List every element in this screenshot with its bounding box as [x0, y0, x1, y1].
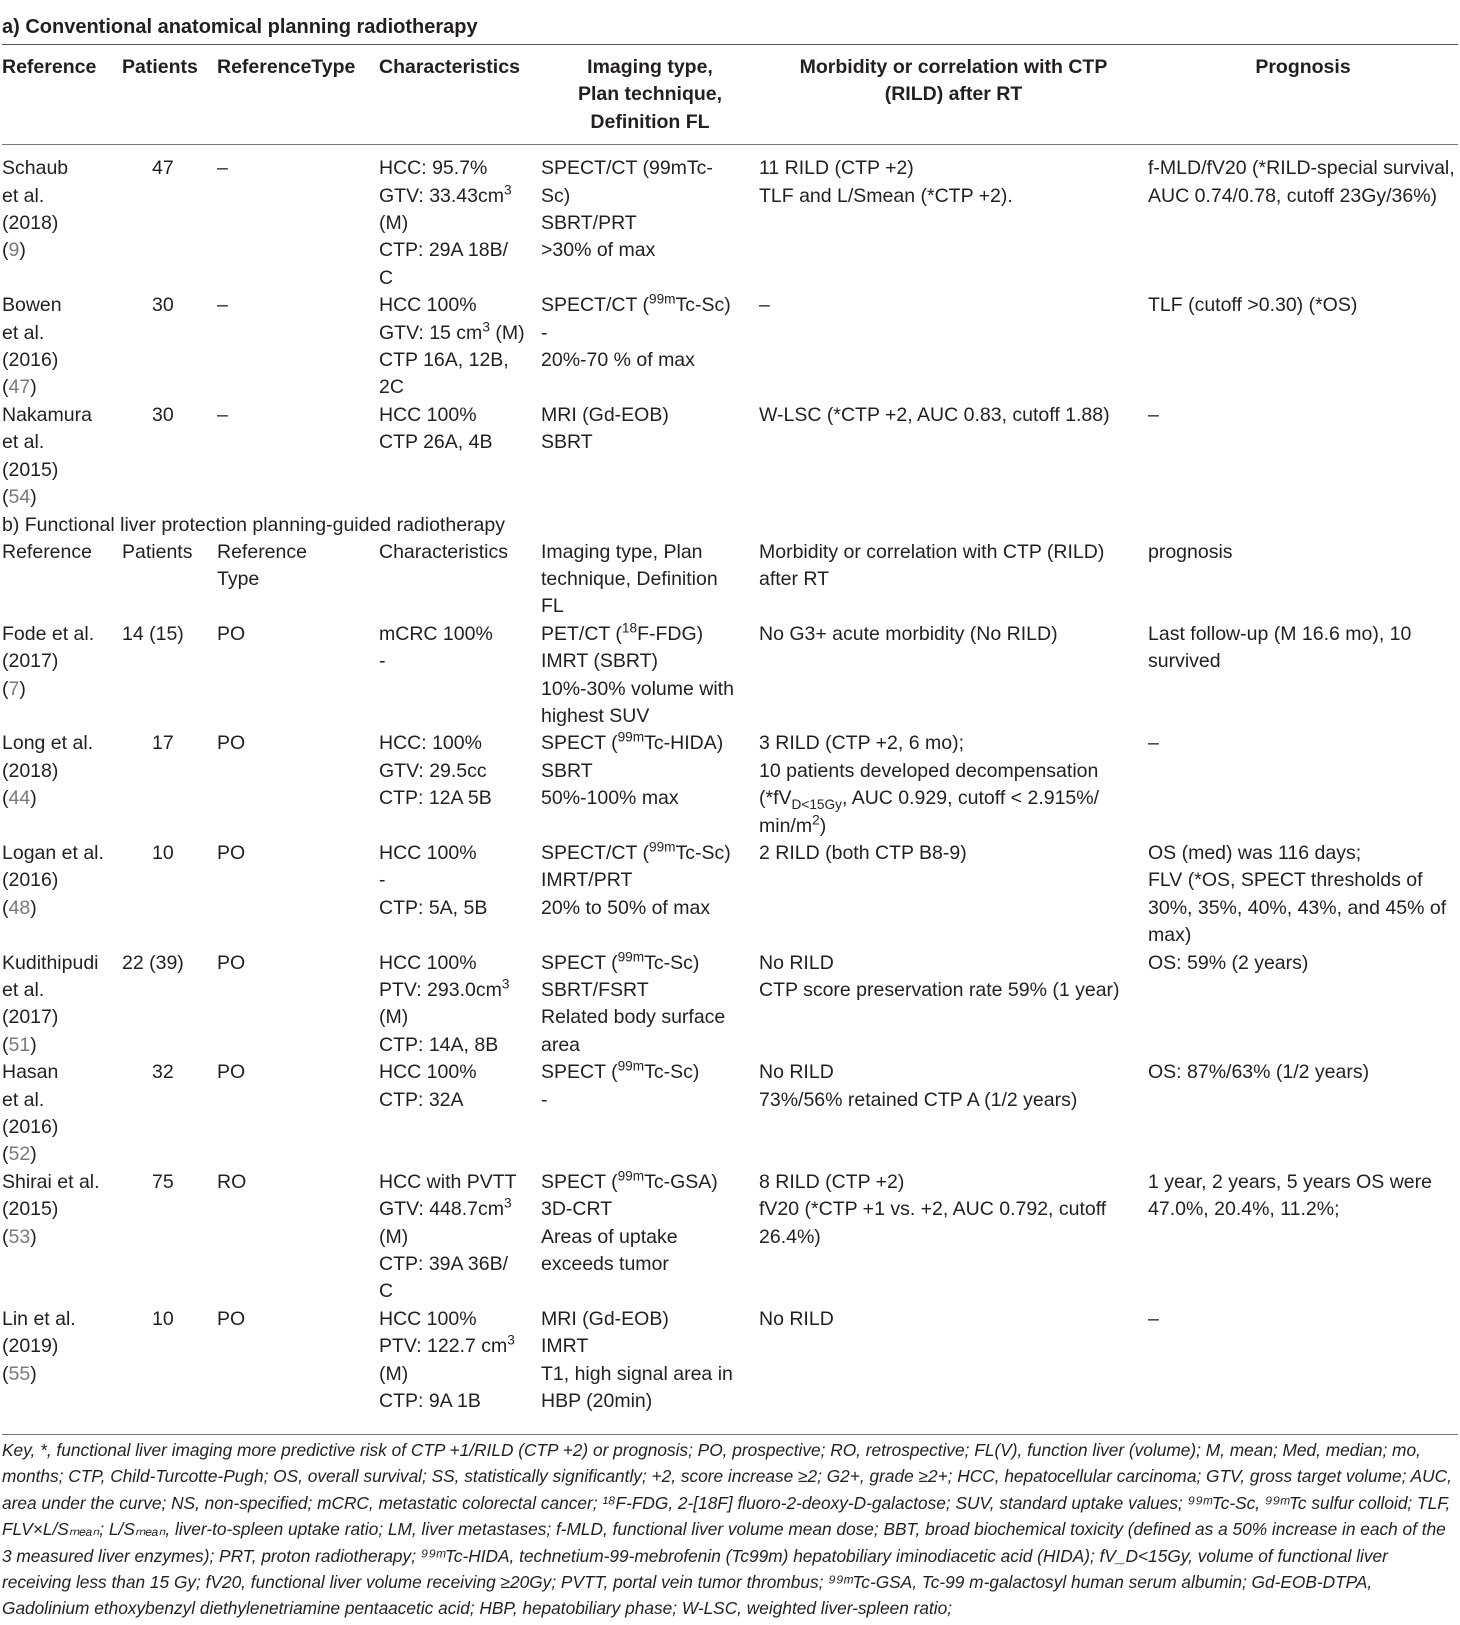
- prognosis-cell: TLF (cutoff >0.30) (*OS): [1148, 294, 1358, 317]
- header-line: technique, Definition: [541, 567, 718, 590]
- char-line: [379, 1333, 541, 1360]
- char-line: CTP: 14A, 8B: [379, 1033, 499, 1056]
- type-cell: –: [217, 403, 228, 426]
- prognosis-cell: OS: 87%/63% (1/2 years): [1148, 1061, 1370, 1084]
- header-imaging-line: Imaging type,: [587, 56, 713, 78]
- imaging-line: IMRT (SBRT): [541, 650, 659, 673]
- citation-link[interactable]: 48: [8, 896, 31, 919]
- char-line: HCC with PVTT: [379, 1170, 517, 1193]
- superscript: 99m: [648, 839, 676, 855]
- characteristics-cell: [379, 840, 541, 950]
- prognosis-line: 30%, 35%, 40%, 43%, and 45% of: [1148, 896, 1447, 919]
- char-line: (M): [379, 1006, 409, 1029]
- superscript: 3: [501, 976, 510, 992]
- char-line: HCC 100%: [379, 841, 477, 864]
- reference-line: et al.: [2, 979, 45, 1001]
- section-a-title: a) Conventional anatomical planning radiotherapy: [2, 16, 478, 38]
- patients-cell: 75: [152, 1170, 174, 1193]
- reference-cell: [2, 1306, 122, 1416]
- superscript: 99m: [617, 729, 645, 745]
- imaging-cell: [541, 621, 759, 731]
- header-characteristics: Characteristics: [379, 56, 520, 78]
- header-line: Morbidity or correlation with CTP (RILD): [759, 540, 1105, 563]
- morbidity-cell: W-LSC (*CTP +2, AUC 0.83, cutoff 1.88): [759, 403, 1110, 426]
- reference-line: et al.: [2, 431, 45, 454]
- imaging-line: IMRT: [541, 1335, 589, 1358]
- prognosis-cell: –: [1148, 1307, 1159, 1330]
- prognosis-line: AUC 0.74/0.78, cutoff 23Gy/36%): [1148, 184, 1438, 207]
- imaging-text: PET/CT (: [541, 622, 622, 645]
- citation-link[interactable]: 44: [8, 787, 31, 810]
- imaging-text: Tc-Sc): [675, 294, 731, 317]
- imaging-line: MRI (Gd-EOB): [541, 403, 669, 426]
- imaging-cell: [541, 1059, 759, 1169]
- reference-cell: [2, 1059, 122, 1169]
- morbidity-text: , AUC 0.929, cutoff < 2.915%/: [841, 787, 1100, 810]
- reference-line: (2018): [2, 212, 59, 235]
- header-morbidity: [759, 45, 1148, 144]
- type-cell: PO: [217, 1307, 246, 1330]
- prognosis-cell: [1148, 840, 1458, 950]
- imaging-cell: [541, 1306, 759, 1416]
- superscript: 3: [482, 319, 490, 335]
- char-line: CTP 26A, 4B: [379, 431, 493, 454]
- reference-line: Logan et al.: [2, 841, 104, 864]
- type-cell: –: [217, 157, 228, 180]
- morbidity-line: [759, 785, 1148, 812]
- char-line: [379, 183, 541, 210]
- citation[interactable]: (55): [2, 1362, 37, 1385]
- header-line: Imaging type, Plan: [541, 540, 703, 563]
- prognosis-cell: OS: 59% (2 years): [1148, 951, 1309, 974]
- imaging-text: SPECT/CT (: [541, 294, 649, 317]
- morbidity-line: 3 RILD (CTP +2, 6 mo);: [759, 732, 964, 755]
- imaging-line: T1, high signal area in: [541, 1362, 733, 1385]
- subscript: D<15Gy: [791, 797, 842, 813]
- patients-cell: 10: [152, 841, 174, 864]
- citation[interactable]: (52): [2, 1143, 37, 1166]
- imaging-line: 10%-30% volume with: [541, 677, 734, 700]
- type-cell: RO: [217, 1170, 247, 1193]
- characteristics-cell: [379, 402, 541, 512]
- superscript: 99m: [648, 291, 676, 307]
- char-line: HCC 100%: [379, 951, 477, 974]
- header-reference: Reference: [2, 56, 97, 78]
- reference-cell: [2, 840, 122, 950]
- imaging-line: SBRT/PRT: [541, 212, 637, 235]
- header-patients: Patients: [122, 56, 198, 78]
- char-text: PTV: 293.0cm: [379, 979, 502, 1001]
- morbidity-line: TLF and L/Smean (*CTP +2).: [759, 184, 1013, 207]
- prognosis-cell: [1148, 621, 1458, 731]
- morbidity-line: 73%/56% retained CTP A (1/2 years): [759, 1088, 1078, 1111]
- citation[interactable]: (51): [2, 1033, 37, 1056]
- superscript: 99m: [617, 949, 645, 965]
- reference-line: (2018): [2, 759, 59, 782]
- char-line: [379, 320, 541, 347]
- prognosis-line: Last follow-up (M 16.6 mo), 10: [1148, 622, 1412, 645]
- characteristics-cell: [379, 950, 541, 1060]
- reference-cell: [2, 1169, 122, 1306]
- table-row: [2, 1169, 1458, 1306]
- imaging-cell: [541, 1169, 759, 1306]
- footnote-rule: [2, 1434, 1458, 1435]
- prognosis-line: OS (med) was 116 days;: [1148, 841, 1362, 864]
- type-cell: PO: [217, 951, 246, 974]
- char-line: CTP: 5A, 5B: [379, 896, 488, 919]
- citation-link[interactable]: 7: [8, 677, 20, 700]
- patients-cell: 47: [152, 157, 174, 180]
- imaging-text: SPECT (: [541, 1061, 618, 1084]
- char-line: CTP: 29A 18B/: [379, 239, 508, 262]
- citation[interactable]: (47): [2, 376, 37, 399]
- imaging-line: -: [541, 321, 548, 344]
- char-line: CTP: 39A 36B/: [379, 1253, 508, 1276]
- char-line: CTP 16A, 12B,: [379, 349, 509, 372]
- table-row: [2, 730, 1458, 840]
- imaging-line: 50%-100% max: [541, 787, 679, 810]
- char-line: CTP: 32A: [379, 1088, 464, 1111]
- imaging-line: HBP (20min): [541, 1390, 653, 1413]
- imaging-cell: [541, 292, 759, 402]
- imaging-line: [541, 621, 759, 648]
- patients-cell: 10: [152, 1307, 174, 1330]
- morbidity-cell: [759, 730, 1148, 840]
- imaging-cell: [541, 950, 759, 1060]
- imaging-line: [541, 730, 759, 757]
- citation-link[interactable]: 51: [8, 1033, 31, 1056]
- imaging-line: >30% of max: [541, 239, 656, 262]
- char-line: CTP: 12A 5B: [379, 787, 492, 810]
- table-row: [2, 621, 1458, 731]
- header-line: FL: [541, 595, 564, 618]
- imaging-line: highest SUV: [541, 704, 650, 727]
- citation-link[interactable]: 55: [8, 1362, 31, 1385]
- imaging-text: SPECT (: [541, 951, 618, 974]
- morbidity-cell: [759, 950, 1148, 1060]
- char-line: mCRC 100%: [379, 622, 493, 645]
- citation-link[interactable]: 54: [8, 486, 31, 509]
- header-line: Type: [217, 567, 260, 590]
- char-line: HCC: 95.7%: [379, 157, 488, 180]
- imaging-text: SPECT (: [541, 1170, 618, 1193]
- char-line: C: [379, 1280, 394, 1303]
- imaging-line: SBRT: [541, 759, 593, 782]
- citation[interactable]: (53): [2, 1225, 37, 1248]
- char-line: -: [379, 650, 386, 673]
- morbidity-cell: No RILD: [759, 1307, 834, 1330]
- morbidity-line: 10 patients developed decompensation: [759, 759, 1099, 782]
- imaging-line: Related body surface: [541, 1006, 726, 1029]
- reference-line: Kudithipudi: [2, 951, 99, 974]
- characteristics-cell: [379, 155, 541, 292]
- morbidity-cell: [759, 155, 1148, 292]
- char-line: (M): [379, 212, 409, 235]
- imaging-text: Tc-GSA): [644, 1170, 718, 1193]
- section-b-title: b) Functional liver protection planning-guided radiotherapy: [2, 513, 505, 536]
- section-b-table: [2, 539, 1458, 1416]
- morbidity-text: ): [819, 814, 827, 837]
- reference-line: (2019): [2, 1335, 59, 1358]
- char-line: HCC 100%: [379, 1061, 477, 1084]
- header-reference: Reference: [2, 540, 92, 563]
- header-morbidity-line: Morbidity or correlation with CTP: [799, 56, 1108, 78]
- imaging-text: SPECT/CT (: [541, 841, 649, 864]
- reference-line: et al.: [2, 1088, 45, 1111]
- char-line: (M): [379, 1225, 409, 1248]
- imaging-line: area: [541, 1033, 581, 1056]
- imaging-line: IMRT/PRT: [541, 869, 633, 892]
- type-cell: PO: [217, 732, 246, 755]
- morbidity-text: (*fV: [759, 787, 792, 810]
- patients-cell: 30: [152, 403, 174, 426]
- reference-line: (2017): [2, 1006, 59, 1029]
- type-cell: –: [217, 294, 228, 317]
- patients-cell: 32: [152, 1061, 174, 1084]
- imaging-line: 3D-CRT: [541, 1198, 613, 1221]
- citation-link[interactable]: 53: [8, 1225, 31, 1248]
- prognosis-line: survived: [1148, 650, 1221, 673]
- imaging-text: Tc-Sc): [675, 841, 731, 864]
- reference-line: Hasan: [2, 1061, 59, 1084]
- prognosis-line: FLV (*OS, SPECT thresholds of: [1148, 869, 1423, 892]
- imaging-line: Sc): [541, 184, 571, 207]
- morbidity-line: fV20 (*CTP +1 vs. +2, AUC 0.792, cutoff: [759, 1198, 1107, 1221]
- char-text: GTV: 33.43cm: [379, 184, 504, 207]
- morbidity-line: 11 RILD (CTP +2): [759, 157, 914, 180]
- imaging-line: 20%-70 % of max: [541, 349, 695, 372]
- superscript: 99m: [617, 1058, 645, 1074]
- morbidity-cell: –: [759, 294, 770, 317]
- char-text: GTV: 15 cm: [379, 321, 483, 344]
- citation-link[interactable]: 52: [8, 1143, 31, 1166]
- imaging-line: SBRT/FSRT: [541, 979, 649, 1001]
- imaging-line: exceeds tumor: [541, 1253, 669, 1276]
- reference-cell: [2, 621, 122, 731]
- section-b-header-row: [2, 539, 1458, 621]
- superscript: 3: [504, 1195, 512, 1211]
- characteristics-cell: [379, 1059, 541, 1169]
- patients-cell: 14 (15): [122, 622, 184, 645]
- imaging-line: [541, 1059, 759, 1086]
- table-row: [2, 1306, 1458, 1416]
- morbidity-cell: [759, 1169, 1148, 1306]
- prognosis-cell: –: [1148, 403, 1159, 426]
- imaging-cell: [541, 155, 759, 292]
- reference-cell: [2, 730, 122, 840]
- reference-cell: [2, 292, 122, 402]
- table-row: [2, 840, 1458, 950]
- superscript: 2: [812, 812, 820, 828]
- morbidity-line: No RILD: [759, 1061, 834, 1084]
- header-morbidity: [759, 539, 1148, 621]
- table-row: [2, 402, 1458, 512]
- type-cell: PO: [217, 1061, 246, 1084]
- reference-line: et al.: [2, 184, 45, 207]
- morbidity-cell: 2 RILD (both CTP B8-9): [759, 841, 967, 864]
- imaging-text: Tc-HIDA): [644, 732, 724, 755]
- patients-cell: 30: [152, 294, 174, 317]
- citation-link[interactable]: 47: [8, 376, 31, 399]
- reference-line: (2016): [2, 869, 59, 892]
- citation[interactable]: (48): [2, 896, 37, 919]
- characteristics-cell: [379, 1306, 541, 1416]
- char-line: CTP: 9A 1B: [379, 1390, 481, 1413]
- imaging-line: 20% to 50% of max: [541, 896, 711, 919]
- header-line: after RT: [759, 567, 830, 590]
- section-a-body: [2, 155, 1458, 511]
- footnote: Key, *, functional liver imaging more predictive risk of CTP +1/RILD (CTP +2) or prognosis; PO, prospective; RO, retrospective; FL(V), function liver (volume); M, mean; Med, median; mo, months; CTP, Child-Turcotte-Pugh; OS, overall survival; SS, statistically significantly; +2, score increase ≥2; G2+, grade ≥2+; HCC, hepatocellular carcinoma; GTV, gross target volume; AUC, area under the curve; NS, non-specified; mCRC, metastatic colorectal cancer; ¹⁸F-FDG, 2-[18F] fluoro-2-deoxy-D-galactose; SUV, standard uptake values; ⁹⁹ᵐTc-Sc, ⁹⁹ᵐTc sulfur colloid; TLF, FLV×L/Sₘₑₐₙ; L/Sₘₑₐₙ, liver-to-spleen uptake ratio; LM, liver metastases; f-MLD, functional liver volume mean dose; BBT, broad biochemical toxicity (defined as a 50% increase in each of the 3 measured liver enzymes); PRT, proton radiotherapy; ⁹⁹ᵐTc-HIDA, technetium-99-mebrofenin (Tc99m) hepatobiliary iminodiacetic acid (HIDA); fV_D<15Gy, volume of functional liver receiving less than 15 Gy; fV20, functional liver volume receiving ≥20Gy; PVTT, portal vein tumor thrombus; ⁹⁹ᵐTc-GSA, Tc-99 m-galactosyl human serum albumin; Gd-EOB-DTPA, Gadolinium ethoxybenzyl diethylenetriamine pentaacetic acid; HBP, hepatobiliary phase; W-LSC, weighted liver-spleen ratio;: [2, 1440, 1452, 1619]
- morbidity-line: CTP score preservation rate 59% (1 year): [759, 979, 1120, 1001]
- header-patients: Patients: [122, 540, 193, 563]
- char-text: GTV: 448.7cm: [379, 1198, 504, 1221]
- header-reference-type: ReferenceType: [217, 56, 356, 78]
- characteristics-cell: [379, 730, 541, 840]
- morbidity-line: [759, 813, 1148, 840]
- header-characteristics: Characteristics: [379, 540, 508, 563]
- header-imaging: [541, 45, 759, 144]
- reference-line: (2016): [2, 349, 59, 372]
- header-imaging: [541, 539, 759, 621]
- citation[interactable]: (9): [2, 239, 26, 262]
- prognosis-line: max): [1148, 924, 1192, 947]
- characteristics-cell: [379, 621, 541, 731]
- char-line: -: [379, 869, 386, 892]
- reference-line: Shirai et al.: [2, 1170, 100, 1193]
- header-reference-type: [217, 539, 379, 621]
- section-a-header-row: [2, 45, 1458, 144]
- superscript: 99m: [617, 1168, 645, 1184]
- table-row: [2, 155, 1458, 292]
- imaging-cell: [541, 730, 759, 840]
- patients-cell: 22 (39): [122, 951, 184, 974]
- type-cell: PO: [217, 841, 246, 864]
- table-row: [2, 1059, 1458, 1169]
- char-line: HCC 100%: [379, 403, 477, 426]
- reference-cell: [2, 402, 122, 512]
- characteristics-cell: [379, 1169, 541, 1306]
- char-line: HCC 100%: [379, 1307, 477, 1330]
- morbidity-text: min/m: [759, 814, 813, 837]
- citation[interactable]: (7): [2, 677, 26, 700]
- reference-line: (2017): [2, 650, 59, 673]
- char-text: PTV: 122.7 cm: [379, 1335, 508, 1358]
- prognosis-line: 1 year, 2 years, 5 years OS were: [1148, 1170, 1432, 1193]
- imaging-text: SPECT (: [541, 732, 618, 755]
- char-line: GTV: 29.5cc: [379, 759, 487, 782]
- imaging-text: F-FDG): [637, 622, 704, 645]
- section-a-table: [2, 45, 1458, 144]
- reference-line: Schaub: [2, 157, 69, 180]
- header-imaging-line: Definition FL: [590, 110, 710, 133]
- char-text: (M): [495, 321, 525, 344]
- prognosis-line: 47.0%, 20.4%, 11.2%;: [1148, 1198, 1340, 1221]
- header-prognosis: Prognosis: [1255, 56, 1351, 78]
- imaging-cell: [541, 840, 759, 950]
- imaging-text: Tc-Sc): [644, 951, 700, 974]
- imaging-line: -: [541, 1088, 548, 1111]
- imaging-text: Tc-Sc): [644, 1061, 700, 1084]
- header-imaging-line: Plan technique,: [577, 83, 723, 106]
- morbidity-cell: No G3+ acute morbidity (No RILD): [759, 622, 1058, 645]
- reference-line: (2015): [2, 1198, 59, 1221]
- reference-cell: [2, 155, 122, 292]
- reference-line: (2015): [2, 458, 59, 481]
- imaging-cell: [541, 402, 759, 512]
- morbidity-line: 8 RILD (CTP +2): [759, 1170, 905, 1193]
- reference-cell: [2, 950, 122, 1060]
- citation[interactable]: (54): [2, 486, 37, 509]
- imaging-line: [541, 840, 759, 867]
- char-line: 2C: [379, 376, 404, 399]
- prognosis-cell: [1148, 1169, 1458, 1306]
- char-line: [379, 1196, 541, 1223]
- imaging-line: [541, 1169, 759, 1196]
- characteristics-cell: [379, 292, 541, 402]
- reference-line: Nakamura: [2, 403, 92, 426]
- reference-line: Fode et al.: [2, 622, 95, 645]
- superscript: 3: [507, 1332, 515, 1348]
- reference-line: Bowen: [2, 294, 62, 317]
- type-cell: PO: [217, 622, 246, 645]
- imaging-line: SBRT: [541, 431, 593, 454]
- prognosis-cell: [1148, 155, 1458, 292]
- table-row: [2, 292, 1458, 402]
- imaging-line: [541, 292, 759, 319]
- imaging-line: MRI (Gd-EOB): [541, 1307, 669, 1330]
- table-row: [2, 950, 1458, 1060]
- reference-line: Lin et al.: [2, 1307, 76, 1330]
- morbidity-line: 26.4%): [759, 1225, 821, 1248]
- char-line: C: [379, 266, 394, 289]
- reference-line: et al.: [2, 321, 45, 344]
- imaging-line: Areas of uptake: [541, 1225, 678, 1248]
- imaging-line: SPECT/CT (99mTc-: [541, 157, 713, 180]
- header-line: Reference: [217, 540, 307, 563]
- citation-link[interactable]: 9: [8, 239, 20, 262]
- citation[interactable]: (44): [2, 787, 37, 810]
- superscript: 3: [504, 182, 512, 198]
- prognosis-cell: –: [1148, 732, 1159, 755]
- prognosis-line: f-MLD/fV20 (*RILD-special survival,: [1148, 157, 1455, 180]
- char-line: (M): [379, 1362, 409, 1385]
- imaging-line: [541, 950, 759, 977]
- char-line: HCC: 100%: [379, 732, 482, 755]
- reference-line: (2016): [2, 1116, 59, 1139]
- morbidity-cell: [759, 1059, 1148, 1169]
- header-morbidity-line: (RILD) after RT: [884, 83, 1023, 106]
- reference-line: Long et al.: [2, 732, 94, 755]
- superscript: 18: [621, 620, 638, 636]
- char-line: [379, 977, 541, 1004]
- morbidity-line: No RILD: [759, 951, 834, 974]
- char-line: HCC 100%: [379, 294, 477, 317]
- header-prognosis: prognosis: [1148, 540, 1233, 563]
- patients-cell: 17: [152, 732, 174, 755]
